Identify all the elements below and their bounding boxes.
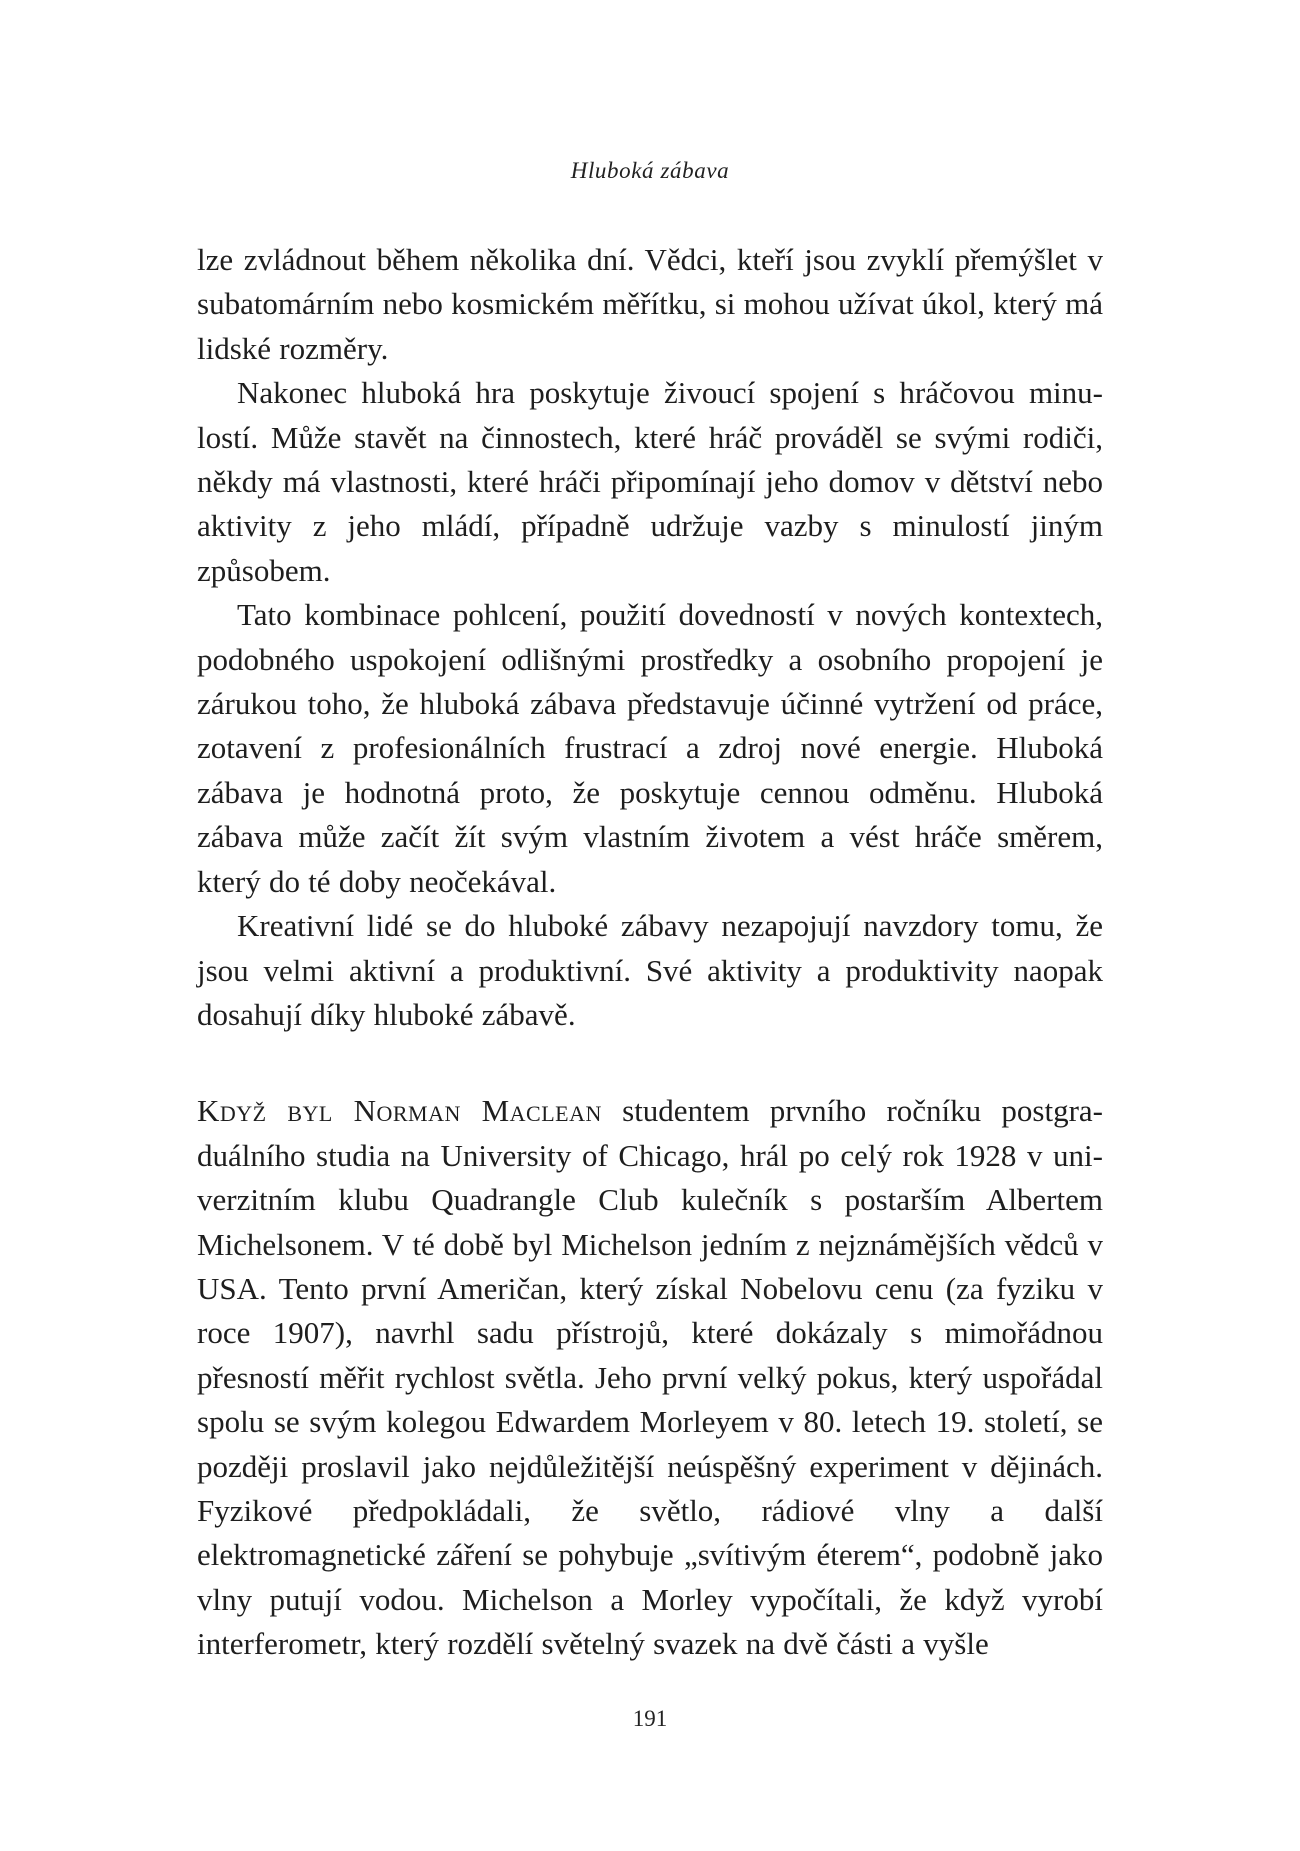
paragraph: Kreativní lidé se do hluboké zábavy nezapojují navzdory tomu, že jsou velmi aktivní a produktivní. Své aktivity a produktivity naopak dosahují díky hluboké zábavě. bbox=[197, 908, 1103, 1032]
section-lead-in: Když byl Norman Maclean bbox=[197, 1093, 602, 1129]
paragraph: Tato kombinace pohlcení, použití dovedností v nových kontextech, podobného uspokojení odlišnými prostředky a osobního propojení je zárukou toho, že hluboká zábava představuje účinné vytržení od práce, zotavení z profesionálních frustrací a zdroj nové energie. Hluboká zábava je hodnotná proto, že poskytuje cennou odměnu. Hluboká zábava může začít žít svým vlastním životem a vést hráče směrem, který do té doby neočekával. bbox=[197, 597, 1103, 899]
paragraph: Nakonec hluboká hra poskytuje živoucí spojení s hráčovou minulostí. Může stavět na činnostech, které hráč prováděl se svými rodiči, někdy má vlastnosti, které hráči připomínají jeho domov v dětství nebo aktivity z jeho mládí, případně udržuje vazby s minulostí jiným způsobem. bbox=[197, 375, 1103, 588]
paragraph-continued: lze zvládnout během několika dní. Vědci, kteří jsou zvyklí přemýšlet v subatomárním nebo kosmickém měřítku, si mohou užívat úkol, který má lidské rozměry. bbox=[197, 242, 1103, 366]
section-text: studentem prvního ročníku postgraduálního studia na University of Chicago, hrál po celý rok 1928 v univerzitním klubu Quadrangle Club kulečník s postarším Albertem Michelsonem. V té době byl Michelson jedním z nejznámějších vědců v USA. Tento první Američan, který získal Nobelovu cenu (za fyziku v roce 1907), navrhl sadu přístrojů, které dokázaly s mimořádnou přesností měřit rychlost světla. Jeho první velký pokus, který uspořádal spolu se svým kolegou Edwardem Morleyem v 80. letech 19. století, se později proslavil jako nejdůležitější neúspěšný experiment v dějinách. Fyzikové předpokládali, že světlo, rádiové vlny a další elektromagnetické záření se pohybuje „svítivým éterem“, podobně jako vlny putují vodou. Michelson a Morley vypočítali, že když vyrobí interferometr, který rozdělí světelný svazek na dvě části a vyšle bbox=[197, 1093, 1103, 1662]
running-header: Hluboká zábava bbox=[570, 158, 730, 183]
section-opening-paragraph bbox=[197, 1089, 1103, 1666]
body-text bbox=[197, 238, 1103, 1667]
page-number: 191 bbox=[632, 1706, 668, 1731]
